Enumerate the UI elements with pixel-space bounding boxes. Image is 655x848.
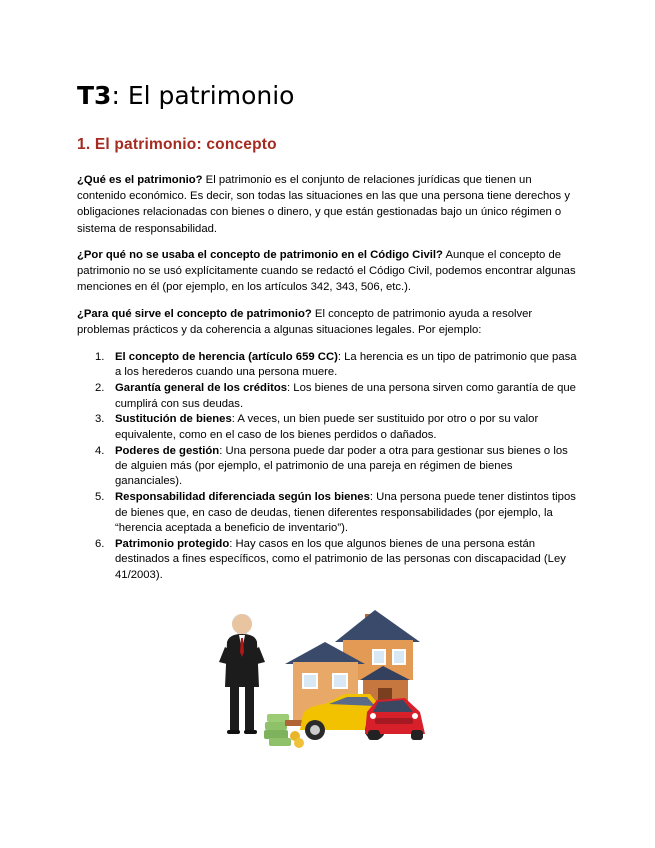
list-item — [77, 537, 577, 583]
list-number: 4. — [95, 444, 105, 457]
list-text: : Una persona puede tener distintos tipos de bienes que, en caso de deudas, tienen diferentes responsabilidades (por ejemplo, la “herencia aceptada a beneficio de inventario”). — [115, 491, 576, 535]
paragraph-civil-code — [77, 247, 577, 296]
list-number: 3. — [95, 413, 105, 426]
list-term: Poderes de gestión — [115, 444, 220, 457]
businessman-figure — [219, 614, 265, 734]
list-item — [77, 444, 577, 490]
list-number: 6. — [95, 537, 105, 550]
list-term: El concepto de herencia (artículo 659 CC) — [115, 351, 338, 363]
list-term: Sustitución de bienes — [115, 413, 232, 426]
list-term: Garantía general de los créditos — [115, 382, 288, 395]
paragraph-purpose — [77, 306, 577, 338]
list-term: Responsabilidad diferenciada según los bienes — [115, 491, 370, 504]
question: ¿Por qué no se usaba el concepto de patrimonio en el Código Civil? — [77, 249, 443, 261]
title-text: : El patrimonio — [111, 81, 295, 110]
examples-list — [77, 350, 577, 583]
list-text: : Los bienes de una persona sirven como garantía de que cumplirá con sus deudas. — [115, 382, 576, 410]
list-text: : La herencia es un tipo de patrimonio que pasa a los herederos cuando una persona muere. — [115, 351, 577, 379]
list-item — [77, 381, 577, 412]
list-number: 1. — [95, 351, 105, 363]
section-heading: 1. El patrimonio: concepto — [77, 136, 277, 153]
list-number: 5. — [95, 491, 105, 504]
list-number: 2. — [95, 382, 105, 395]
answer: El patrimonio es el conjunto de relaciones jurídicas que tienen un contenido económico. Es decir, son todas las situaciones en las que una persona tiene derechos y obligaciones relacionadas con bienes o dinero, y que están gestionadas bajo un único régimen o sistema de responsabilidad. — [77, 174, 570, 235]
list-term: Patrimonio protegido — [115, 537, 230, 550]
paragraph-what-is — [77, 172, 577, 237]
list-text: : Hay casos en los que algunos bienes de una persona están destinados a fines específicos, como el patrimonio de las personas con discapacidad (Ley 41/2003). — [115, 537, 566, 581]
answer: El concepto de patrimonio ayuda a resolver problemas prácticos y da coherencia a algunas situaciones legales. Por ejemplo: — [77, 308, 533, 337]
question: ¿Qué es el patrimonio? — [77, 174, 203, 186]
wealth-illustration — [215, 602, 585, 752]
list-item — [77, 490, 577, 536]
question: ¿Para qué sirve el concepto de patrimonio? — [77, 308, 312, 320]
list-item — [77, 350, 577, 381]
answer: Aunque el concepto de patrimonio no se usó explícitamente cuando se redactó el Código Civil, podemos encontrar algunas menciones en él (por ejemplo, en los artículos 342, 343, 506, etc.). — [77, 249, 576, 294]
list-item — [77, 412, 577, 443]
page-title — [77, 80, 294, 112]
title-code: T3 — [77, 81, 112, 110]
red-car — [365, 698, 425, 740]
list-text: : A veces, un bien puede ser sustituido por otro o por su valor equivalente, como en el caso de los bienes perdidos o dañados. — [115, 413, 539, 441]
list-text: : Una persona puede dar poder a otra para gestionar sus bienes o los de alguien más (por ejemplo, el patrimonio de una pareja en régimen de bienes gananciales). — [115, 444, 568, 488]
